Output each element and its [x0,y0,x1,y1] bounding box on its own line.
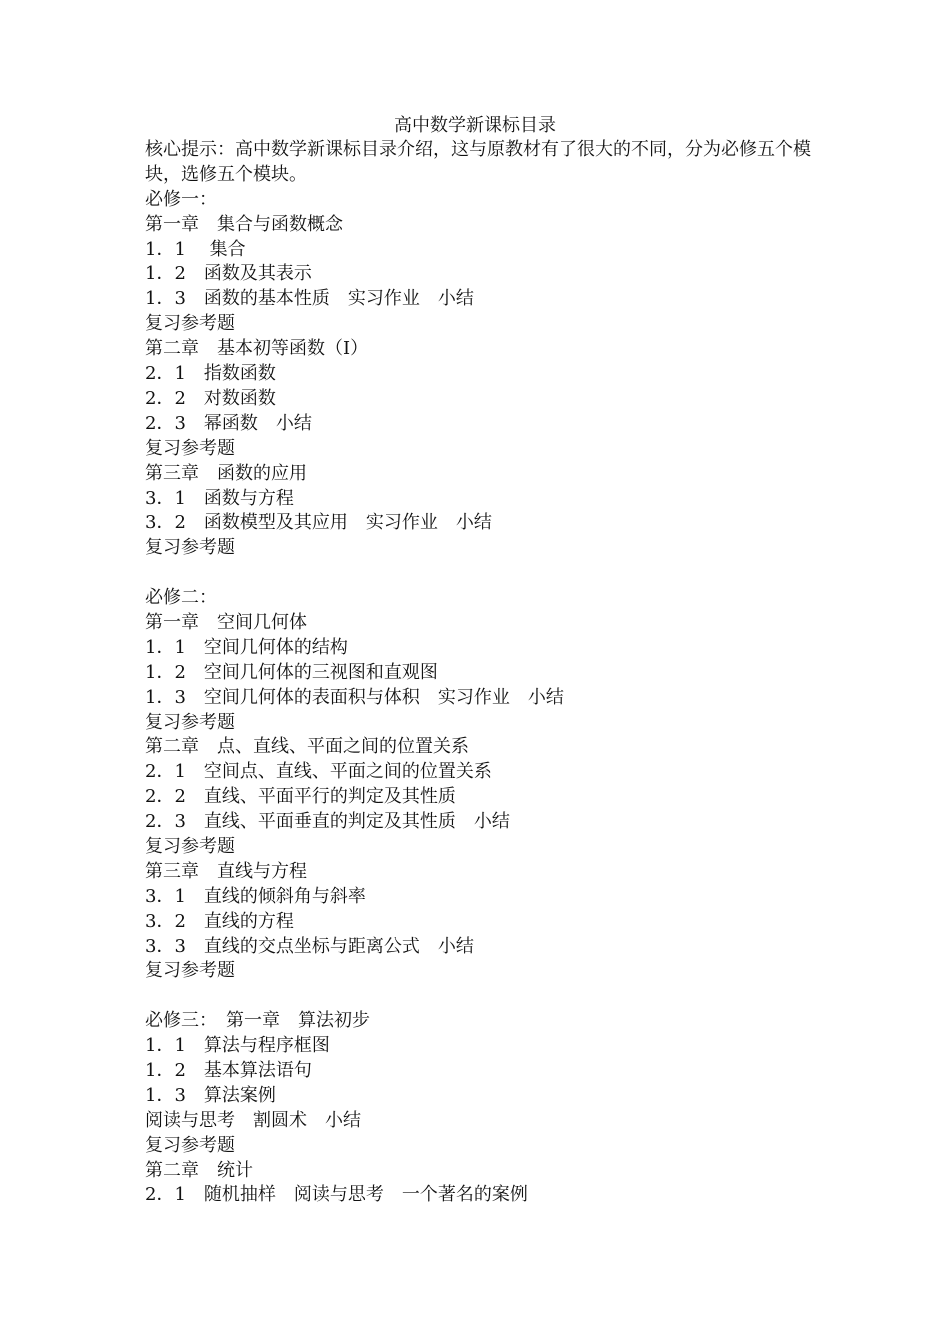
toc-line: 复习参考题 [145,537,235,559]
toc-line: 3．1 函数与方程 [145,487,294,509]
toc-line: 2．3 幂函数 小结 [145,412,312,434]
toc-line: 复习参考题 [145,1134,235,1156]
toc-line: 第一章 集合与函数概念 [145,213,343,235]
toc-line: 阅读与思考 割圆术 小结 [145,1109,361,1131]
toc-line: 第三章 函数的应用 [145,462,307,484]
toc-line: 2．1 指数函数 [145,363,276,385]
toc-line: 第二章 点、直线、平面之间的位置关系 [145,736,469,758]
toc-line: 1．2 基本算法语句 [145,1059,312,1081]
toc-line: 3．3 直线的交点坐标与距离公式 小结 [145,935,474,957]
toc-line: 1．3 函数的基本性质 实习作业 小结 [145,288,474,310]
toc-line: 复习参考题 [145,437,235,459]
toc-line: 复习参考题 [145,960,235,982]
toc-line: 第一章 空间几何体 [145,611,307,633]
toc-line: 必修二： [145,587,217,609]
blank-line [145,561,825,586]
document-body [145,138,825,1208]
toc-line: 复习参考题 [145,711,235,733]
toc-line: 第二章 基本初等函数（Ⅰ） [145,338,369,360]
blank-line [145,984,825,1009]
toc-line: 1．1 空间几何体的结构 [145,636,348,658]
toc-lines [145,188,825,1209]
toc-line: 复习参考题 [145,835,235,857]
toc-line: 1．2 空间几何体的三视图和直观图 [145,661,438,683]
toc-line: 3．2 直线的方程 [145,910,294,932]
toc-line: 1．2 函数及其表示 [145,263,312,285]
toc-line: 第三章 直线与方程 [145,860,307,882]
toc-line: 2．2 对数函数 [145,387,276,409]
toc-line: 2．2 直线、平面平行的判定及其性质 [145,786,456,808]
toc-line: 复习参考题 [145,313,235,335]
toc-line: 第二章 统计 [145,1159,253,1181]
toc-line: 1．3 算法案例 [145,1084,276,1106]
toc-line: 3．1 直线的倾斜角与斜率 [145,885,366,907]
toc-line: 2．3 直线、平面垂直的判定及其性质 小结 [145,811,510,833]
toc-line: 1．3 空间几何体的表面积与体积 实习作业 小结 [145,686,564,708]
toc-line: 1．1 集合 [145,238,246,260]
toc-line: 2．1 随机抽样 阅读与思考 一个著名的案例 [145,1184,528,1206]
toc-line: 3．2 函数模型及其应用 实习作业 小结 [145,512,492,534]
toc-line: 必修三： 第一章 算法初步 [145,1010,370,1032]
document-title: 高中数学新课标目录 [394,115,556,136]
toc-line: 2．1 空间点、直线、平面之间的位置关系 [145,761,492,783]
toc-line: 必修一： [145,188,217,210]
lead-paragraph: 核心提示：高中数学新课标目录介绍，这与原教材有了很大的不同，分为必修五个模块，选修五个模块。 [145,139,811,185]
toc-line: 1．1 算法与程序框图 [145,1035,330,1057]
